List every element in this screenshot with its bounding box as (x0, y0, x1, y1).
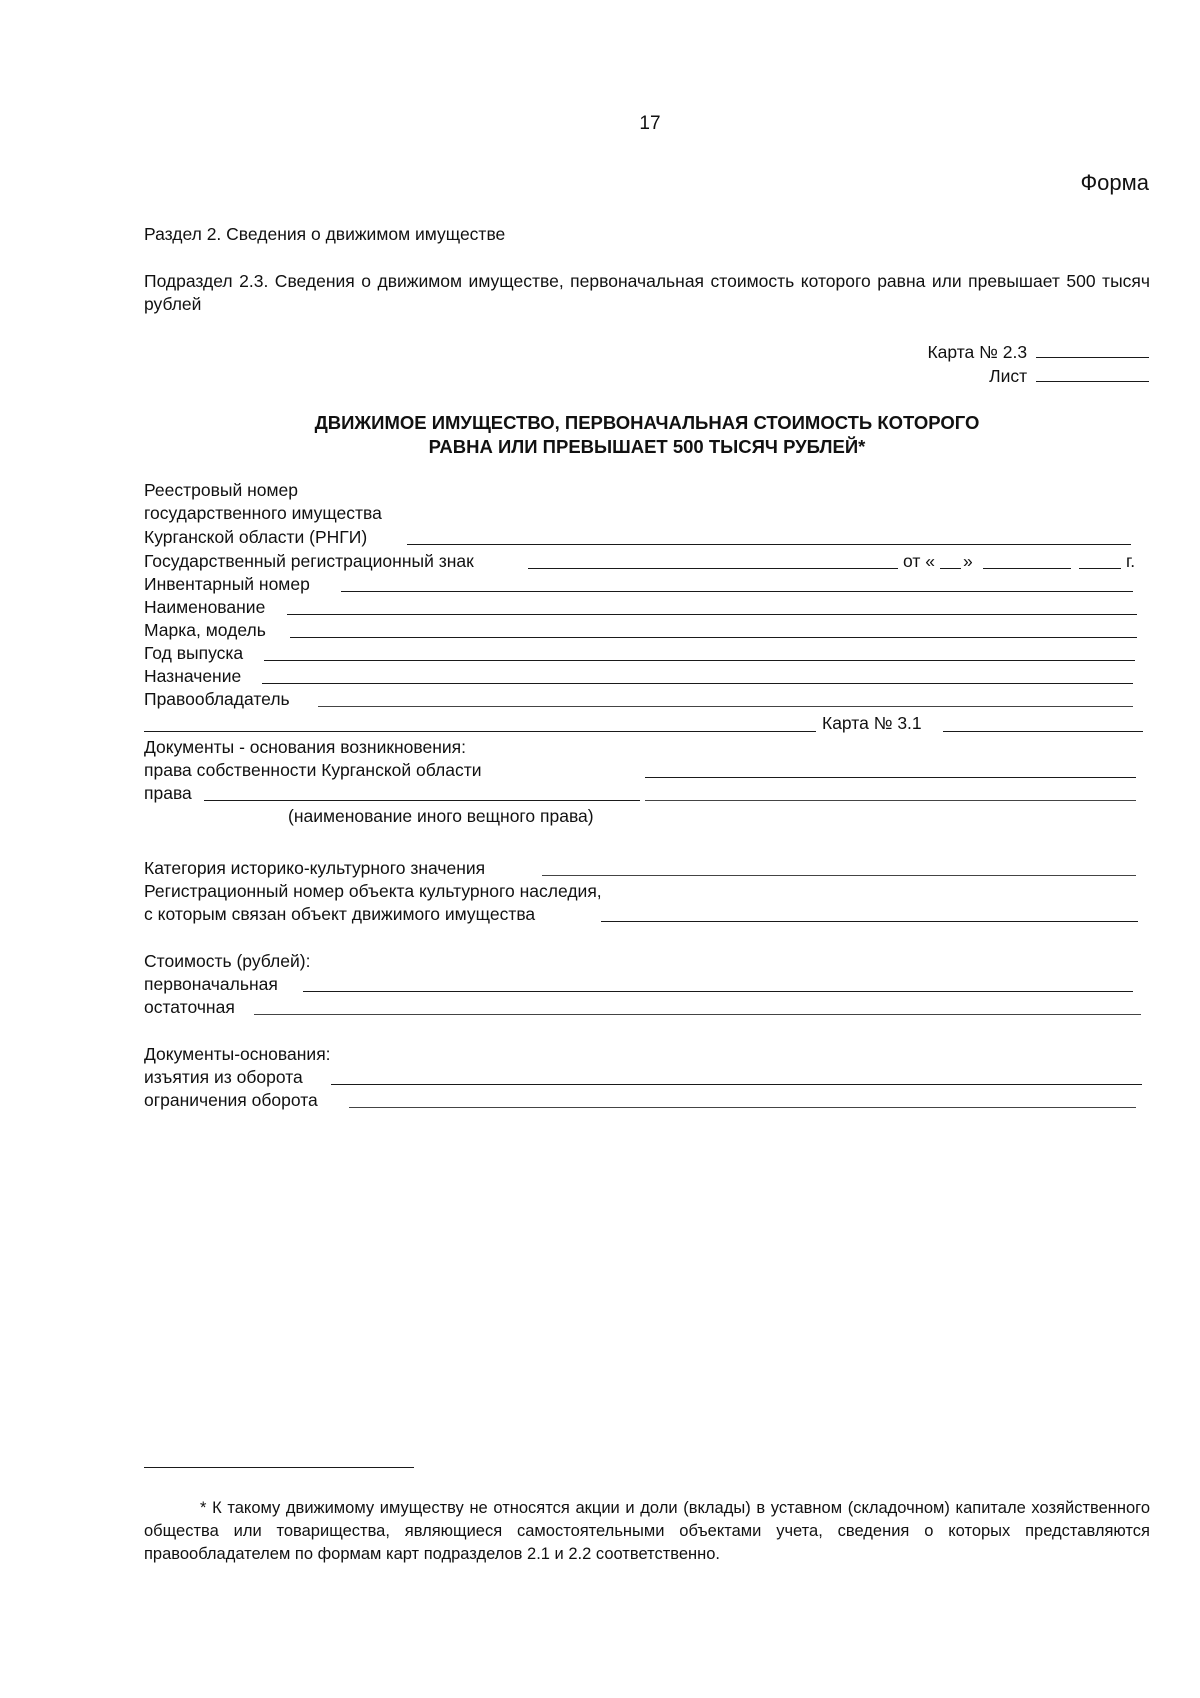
heritage-label-line2: с которым связан объект движимого имущества (144, 904, 536, 924)
reg-sign-quote: » (963, 551, 973, 571)
card-number-field[interactable] (1036, 342, 1149, 358)
owner-label: Правообладатель (144, 689, 290, 709)
reg-sign-year-field[interactable] (1079, 568, 1121, 569)
right-name-field[interactable] (204, 800, 640, 801)
reg-sign-month-field[interactable] (983, 568, 1071, 569)
document-title-line1: ДВИЖИМОЕ ИМУЩЕСТВО, ПЕРВОНАЧАЛЬНАЯ СТОИМОСТЬ КОТОРОГО (314, 412, 980, 433)
name-field[interactable] (287, 614, 1137, 615)
brand-label: Марка, модель (144, 620, 266, 640)
registry-label-line2: государственного имущества (144, 503, 382, 523)
owner-field-continuation[interactable] (144, 731, 816, 732)
sheet-row (989, 366, 1149, 387)
inventory-field[interactable] (341, 591, 1133, 592)
card31-label: Карта № 3.1 (822, 713, 922, 733)
document-title (144, 411, 1150, 459)
card-number-row (927, 342, 1149, 363)
year-field[interactable] (264, 660, 1135, 661)
registry-label-line1: Реестровый номер (144, 480, 299, 500)
reg-sign-year-suffix: г. (1126, 551, 1136, 571)
right-hint: (наименование иного вещного права) (288, 806, 594, 826)
owner-field[interactable] (318, 706, 1133, 707)
reg-sign-day-field[interactable] (940, 568, 961, 569)
year-label: Год выпуска (144, 643, 244, 663)
sheet-field[interactable] (1036, 366, 1149, 382)
withdrawal-label: изъятия из оборота (144, 1067, 303, 1087)
right-doc-field[interactable] (645, 800, 1136, 801)
card31-field[interactable] (943, 731, 1143, 732)
cost-residual-label: остаточная (144, 997, 235, 1017)
cost-header: Стоимость (рублей): (144, 951, 311, 971)
purpose-field[interactable] (262, 683, 1133, 684)
section-title: Раздел 2. Сведения о движимом имуществе (144, 224, 506, 244)
reg-sign-field[interactable] (528, 568, 898, 569)
inventory-label: Инвентарный номер (144, 574, 310, 594)
registry-number-field[interactable] (407, 544, 1131, 545)
registry-label-line3: Курганской области (РНГИ) (144, 527, 368, 547)
page-number: 17 (639, 113, 661, 134)
heritage-label-line1: Регистрационный номер объекта культурного наследия, (144, 881, 602, 901)
right-label: права (144, 783, 192, 803)
ownership-right-label: права собственности Курганской области (144, 760, 482, 780)
category-label: Категория историко-культурного значения (144, 858, 486, 878)
form-label: Форма (1080, 170, 1149, 195)
docs-header: Документы - основания возникновения: (144, 737, 467, 757)
ownership-right-field[interactable] (645, 777, 1136, 778)
sheet-label: Лист (989, 366, 1028, 386)
footnote: * К такому движимому имуществу не относятся акции и доли (вклады) в уставном (складочном) капитале хозяйственного общества или товарищества, являющиеся самостоятельными объектами учета, сведения о которых представляются правообладателем по формам карт подразделов 2.1 и 2.2 соответственно. (144, 1499, 1150, 1563)
reg-sign-label: Государственный регистрационный знак (144, 551, 474, 571)
restriction-field[interactable] (349, 1107, 1136, 1108)
purpose-label: Назначение (144, 666, 242, 686)
reg-sign-from-label: от « (903, 551, 935, 571)
cost-residual-field[interactable] (254, 1014, 1141, 1015)
withdrawal-field[interactable] (331, 1084, 1142, 1085)
category-field[interactable] (542, 875, 1136, 876)
brand-field[interactable] (290, 637, 1137, 638)
name-label: Наименование (144, 597, 266, 617)
basis-header: Документы-основания: (144, 1044, 331, 1064)
restriction-label: ограничения оборота (144, 1090, 318, 1110)
cost-initial-label: первоначальная (144, 974, 278, 994)
cost-initial-field[interactable] (303, 991, 1133, 992)
subsection-title: Подраздел 2.3. Сведения о движимом имуществе, первоначальная стоимость которого равна или превышает 500 тысяч рублей (144, 271, 1150, 314)
card-number-label: Карта № 2.3 (927, 342, 1028, 362)
footnote-separator (144, 1467, 414, 1468)
heritage-field[interactable] (601, 921, 1138, 922)
document-title-line2: РАВНА ИЛИ ПРЕВЫШАЕТ 500 ТЫСЯЧ РУБЛЕЙ* (428, 436, 866, 457)
